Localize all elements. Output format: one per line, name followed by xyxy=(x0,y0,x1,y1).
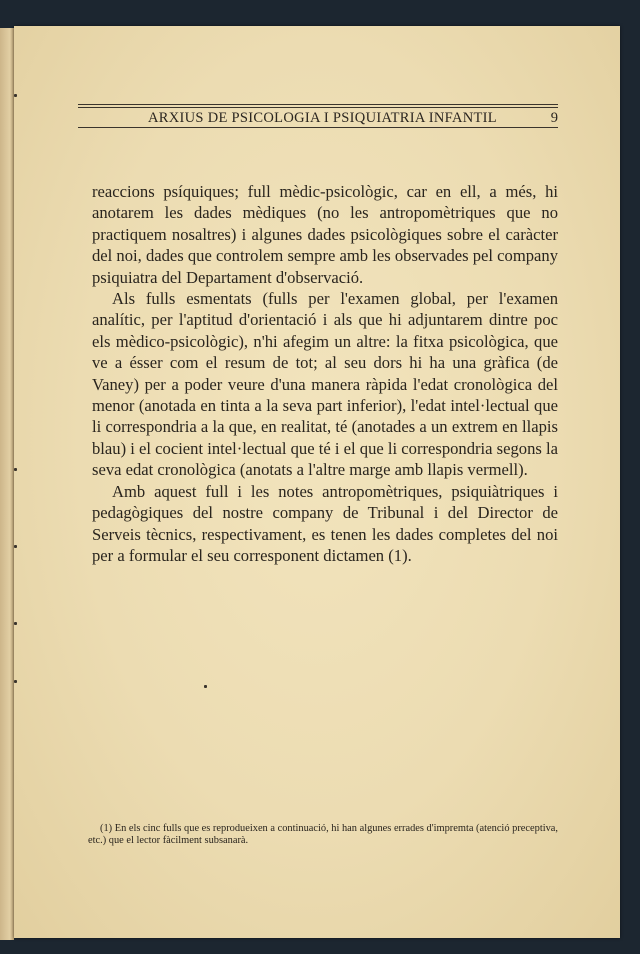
paragraph-2: Als fulls esmentats (fulls per l'examen global, per l'examen analític, per l'aptitud d'orientació i als que hi adjuntarem dintre poc els mèdico-psicològic), n'hi afegim un altre: la fitxa psicològica, que ve a ésser com el resum de tot; al seu dors hi ha una gràfica (de Vaney) per a poder veure d'una manera ràpida l'edat cronològica del menor (anotada en tinta a la seva part inferior), l'edat intel·lectual que li correspondria a la que, en realitat, té (anotades a un extrem en llapis blau) i el cocient intel·lectual que té i el que li correspondria segons la seva edat cronològica (anotats a l'altre marge amb llapis vermell). xyxy=(92,289,558,480)
footnote-text: (1) En els cinc fulls que es reprodueixen a continuació, hi han algunes errades d'impremta (atenció preceptiva, etc.) que el lector fàcilment subsanarà. xyxy=(88,823,558,846)
journal-title: ARXIUS DE PSICOLOGIA I PSIQUIATRIA INFANTIL xyxy=(148,110,497,126)
margin-mark xyxy=(14,468,17,471)
paper-speck xyxy=(204,685,207,688)
header-rule-bottom xyxy=(78,127,558,128)
page-number: 9 xyxy=(550,110,558,126)
paragraph-3: Amb aquest full i les notes antropomètriques, psiquiàtriques i pedagògiques del nostre company de Tribunal i del Director de Serveis tècnics, respectivament, es tenen les dades completes del noi per a formular el seu corresponent dictamen (1). xyxy=(92,481,558,565)
adjacent-page-edge xyxy=(0,28,14,940)
header-rule-top-double xyxy=(78,107,558,108)
header-rule-top xyxy=(78,104,558,105)
margin-mark xyxy=(14,622,17,625)
footnote xyxy=(88,823,558,847)
margin-mark xyxy=(14,545,17,548)
margin-mark xyxy=(14,680,17,683)
margin-mark xyxy=(14,94,17,97)
main-text xyxy=(92,181,558,566)
paragraph-1: reaccions psíquiques; full mèdic-psicològic, car en ell, a més, hi anotarem les dades mèdiques (no les antropomètriques que no practiquem nosaltres) i algunes dades psicològiques sobre el caràcter del noi, dades que controlem sempre amb les observades pel company psiquiatra del Departament d'observació. xyxy=(92,182,558,287)
running-header xyxy=(78,104,558,126)
